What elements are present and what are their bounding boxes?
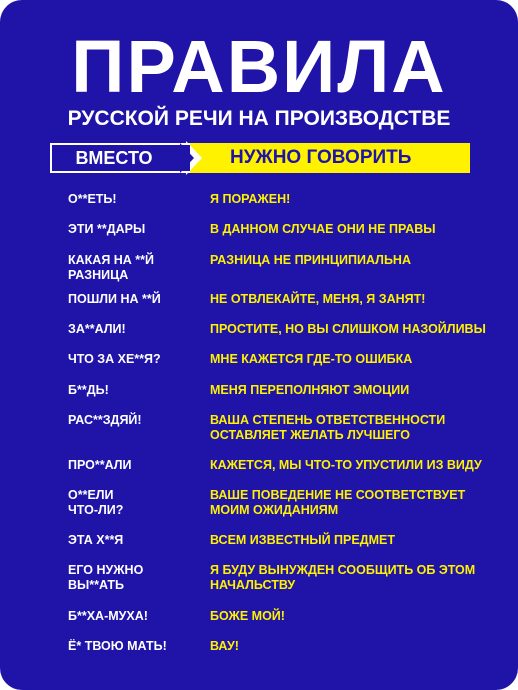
instead-header: ВМЕСТО xyxy=(50,143,190,173)
phrase-say: КАЖЕТСЯ, МЫ ЧТО-ТО УПУСТИЛИ ИЗ ВИДУ xyxy=(210,458,482,472)
phrase-say: БОЖЕ МОЙ! xyxy=(210,609,285,623)
phrase-instead: О**ЕТЬ! xyxy=(68,192,117,206)
phrase-say: Я БУДУ ВЫНУЖДЕН СООБЩИТЬ ОБ ЭТОМ НАЧАЛЬСТВУ xyxy=(210,563,476,592)
phrase-say: ВАША СТЕПЕНЬ ОТВЕТСТВЕННОСТИ ОСТАВЛЯЕТ ЖЕЛАТЬ ЛУЧШЕГО xyxy=(210,413,446,442)
phrase-instead: О**ЕЛИ ЧТО-ЛИ? xyxy=(68,488,124,517)
arrow-right-inner xyxy=(180,143,194,173)
phrase-say: ВСЕМ ИЗВЕСТНЫЙ ПРЕДМЕТ xyxy=(210,533,396,547)
phrase-say: ПРОСТИТЕ, НО ВЫ СЛИШКОМ НАЗОЙЛИВЫ xyxy=(210,322,486,336)
poster-title: ПРАВИЛА xyxy=(71,25,447,108)
phrase-instead: Б**ДЬ! xyxy=(68,383,109,397)
phrase-instead: ЭТА Х**Я xyxy=(68,533,124,547)
column-header-bar xyxy=(50,143,470,173)
phrase-say: МНЕ КАЖЕТСЯ ГДЕ-ТО ОШИБКА xyxy=(210,352,413,366)
phrase-instead: ЭТИ **ДАРЫ xyxy=(68,222,146,236)
phrase-instead: ЧТО ЗА ХЕ**Я? xyxy=(68,352,161,366)
phrase-say: ВАУ! xyxy=(210,639,239,653)
phrase-say: НЕ ОТВЛЕКАЙТЕ, МЕНЯ, Я ЗАНЯТ! xyxy=(210,292,426,306)
poster-subtitle: РУССКОЙ РЕЧИ НА ПРОИЗВОДСТВЕ xyxy=(67,107,451,130)
phrase-instead: Б**ХА-МУХА! xyxy=(68,609,148,623)
phrase-instead: Ё* ТВОЮ МАТЬ! xyxy=(68,639,167,653)
phrase-instead: ПРО**АЛИ xyxy=(68,458,132,472)
phrase-say: В ДАННОМ СЛУЧАЕ ОНИ НЕ ПРАВЫ xyxy=(210,222,436,236)
phrase-say: Я ПОРАЖЕН! xyxy=(210,192,291,206)
phrase-instead: КАКАЯ НА **Й РАЗНИЦА xyxy=(68,253,155,282)
phrase-instead: ПОШЛИ НА **Й xyxy=(68,292,161,306)
phrase-say: РАЗНИЦА НЕ ПРИНЦИПИАЛЬНА xyxy=(210,253,411,267)
phrase-instead: ЕГО НУЖНО ВЫ**АТЬ xyxy=(68,563,144,592)
phrase-say: ВАШЕ ПОВЕДЕНИЕ НЕ СООТВЕТСТВУЕТ МОИМ ОЖИДАНИЯМ xyxy=(210,488,466,517)
phrase-instead: РАС**ЗДЯЙ! xyxy=(68,413,142,427)
phrase-say: МЕНЯ ПЕРЕПОЛНЯЮТ ЭМОЦИИ xyxy=(210,383,410,397)
phrase-instead: ЗА**АЛИ! xyxy=(68,322,126,336)
should-say-header: НУЖНО ГОВОРИТЬ xyxy=(180,143,470,173)
